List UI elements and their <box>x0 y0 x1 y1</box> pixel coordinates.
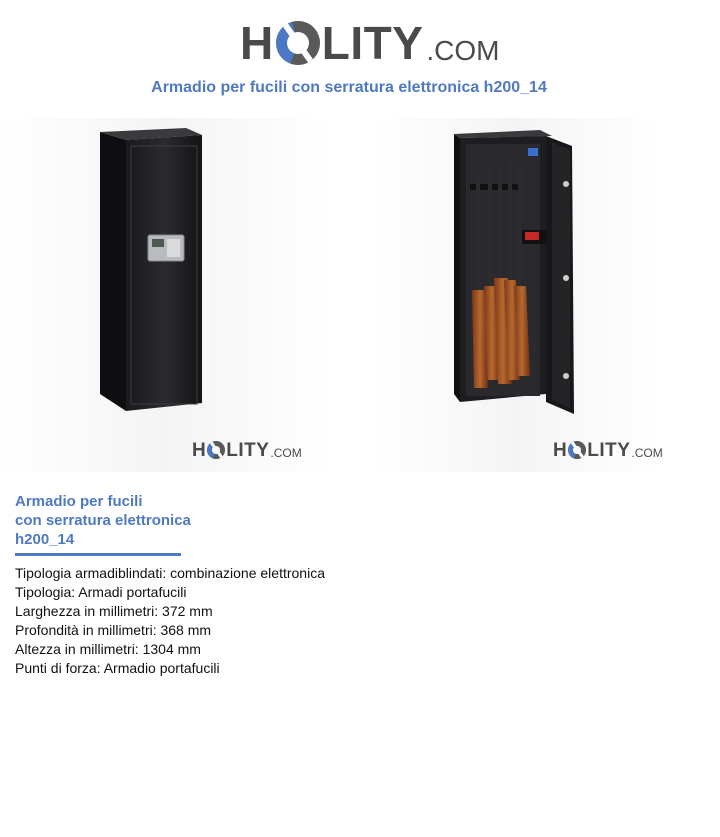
logo-o-icon <box>207 441 225 459</box>
spec-depth: Profondità in millimetri: 368 mm <box>15 622 212 638</box>
spec-height: Altezza in millimetri: 1304 mm <box>15 641 201 657</box>
logo-suffix: .COM <box>270 446 302 460</box>
spec-lock-type: Tipologia armadiblindati: combinazione elettronica <box>15 565 325 581</box>
closed-cabinet-image[interactable] <box>0 118 330 472</box>
product-name-line: Armadio per fucili <box>15 493 143 510</box>
logo-suffix: .COM <box>426 35 500 66</box>
logo-o-icon <box>568 441 586 459</box>
holity-logo[interactable] <box>240 12 500 69</box>
spec-category: Tipologia: Armadi portafucili <box>15 584 187 600</box>
spec-list <box>15 564 325 678</box>
logo-letters-lity: LITY <box>226 440 270 461</box>
logo-letter-h: H <box>192 440 207 461</box>
spec-strengths: Punti di forza: Armadio portafucili <box>15 660 220 676</box>
title-underline <box>15 553 181 556</box>
holity-logo-small <box>192 441 302 460</box>
spec-width: Larghezza in millimetri: 372 mm <box>15 603 213 619</box>
logo-suffix: .COM <box>631 446 663 460</box>
page-title: Armadio per fucili con serratura elettronica h200_14 <box>151 79 547 96</box>
product-name <box>15 492 275 549</box>
logo-o-icon <box>276 21 320 65</box>
product-name-line: h200_14 <box>15 531 75 548</box>
holity-logo-small <box>553 441 663 460</box>
logo-letters-lity: LITY <box>587 440 631 461</box>
logo-letter-h: H <box>553 440 568 461</box>
logo-letter-h: H <box>240 17 274 69</box>
open-cabinet-image[interactable] <box>370 118 663 472</box>
product-name-line: con serratura elettronica <box>15 512 191 529</box>
logo-letters-lity: LITY <box>321 17 424 69</box>
